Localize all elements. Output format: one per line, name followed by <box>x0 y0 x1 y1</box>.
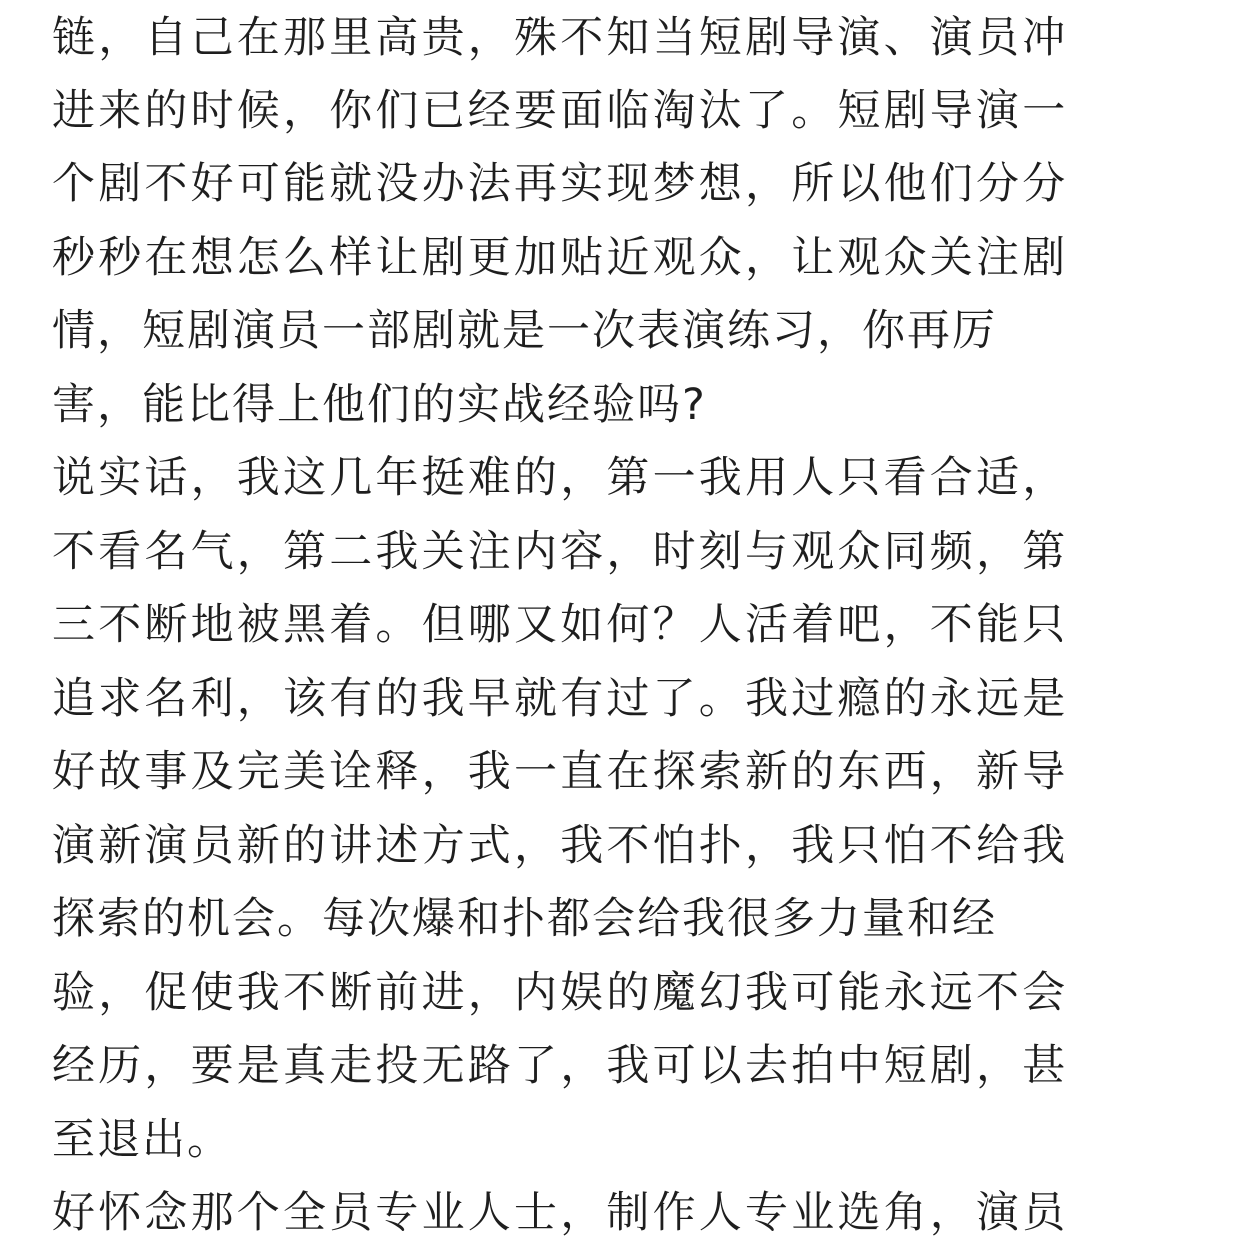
text-line: 链，自己在那里高贵，殊不知当短剧导演、演员冲 <box>52 13 1069 63</box>
text-line: 不看名气，第二我关注内容，时刻与观众同频，第 <box>52 527 1069 577</box>
text-line: 情，短剧演员一部剧就是一次表演练习，你再厉 <box>52 306 997 356</box>
text-line: 经历，要是真走投无路了，我可以去拍中短剧，甚 <box>52 1041 1069 1091</box>
text-line: 追求名利，该有的我早就有过了。我过瘾的永远是 <box>52 674 1069 724</box>
text-line: 害，能比得上他们的实战经验吗? <box>52 380 707 430</box>
text-line: 个剧不好可能就没办法再实现梦想，所以他们分分 <box>52 159 1069 209</box>
text-line: 至退出。 <box>52 1115 232 1165</box>
text-line: 好怀念那个全员专业人士，制作人专业选角，演员 <box>52 1188 1069 1238</box>
text-line: 探索的机会。每次爆和扑都会给我很多力量和经 <box>52 894 997 944</box>
text-line: 说实话，我这几年挺难的，第一我用人只看合适， <box>52 453 1069 503</box>
text-line: 进来的时候，你们已经要面临淘汰了。短剧导演一 <box>52 86 1069 136</box>
text-line: 好故事及完美诠释，我一直在探索新的东西，新导 <box>52 747 1069 797</box>
text-line: 验，促使我不断前进，内娱的魔幻我可能永远不会 <box>52 968 1069 1018</box>
text-line: 秒秒在想怎么样让剧更加贴近观众，让观众关注剧 <box>52 233 1069 283</box>
text-line: 演新演员新的讲述方式，我不怕扑，我只怕不给我 <box>52 821 1069 871</box>
text-line: 三不断地被黑着。但哪又如何？人活着吧，不能只 <box>52 600 1069 650</box>
